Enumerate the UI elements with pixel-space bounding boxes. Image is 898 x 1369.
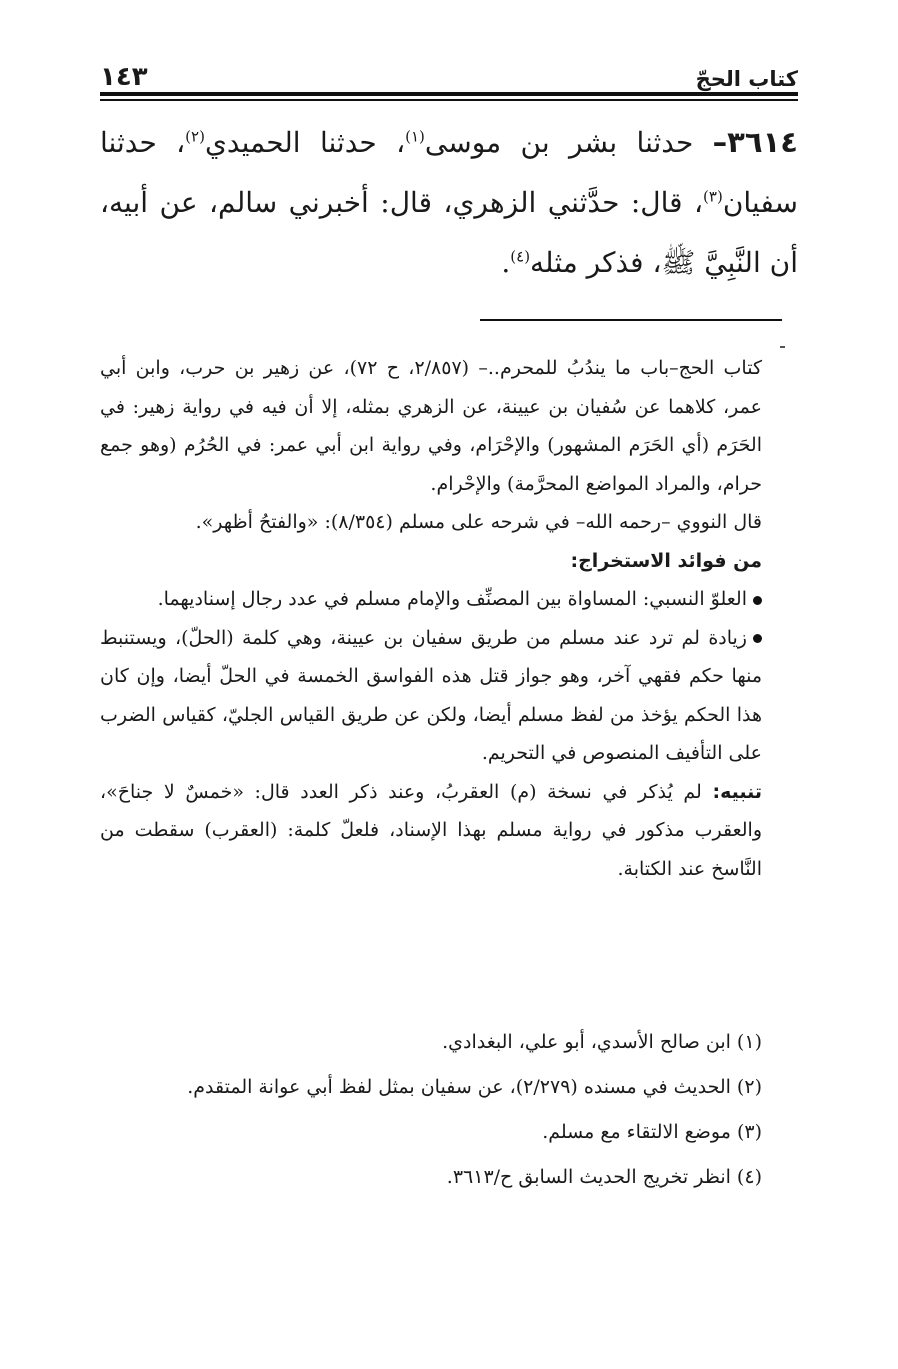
hadith-dash: – <box>712 125 728 159</box>
page-number: ١٤٣ <box>100 62 148 92</box>
hadith-text-end: . <box>501 246 511 279</box>
page-header <box>100 52 798 90</box>
header-rule-thin <box>100 99 798 101</box>
benefit-item-2 <box>100 619 798 773</box>
running-title: كتاب الحجّ <box>695 67 798 91</box>
bullet-icon <box>753 596 762 605</box>
hadith-text-1: حدثنا بشر بن موسى <box>424 126 713 159</box>
footnote-1: (١) ابن صالح الأسدي، أبو علي، البغدادي. <box>442 1031 762 1053</box>
footnotes <box>100 1020 798 1200</box>
footnote-4: (٤) انظر تخريج الحديث السابق ح/٣٦١٣. <box>446 1166 762 1188</box>
note-paragraph <box>100 773 798 889</box>
benefit-item-2-text: زيادة لم ترد عند مسلم من طريق سفيان بن عيينة، وهي كلمة (الحلّ)، ويستنبط منها حكم فقهي آخر، وهو جواز قتل هذه الفواسق الخمسة في الحلّ أيضا، وإن كان هذا الحكم يؤخذ من لفظ مسلم أيضا، ولكن عن طريق القياس الجليّ، كقياس الضرب على التأفيف المنصوص في التحريم. <box>100 626 762 764</box>
hadith-text-4: ، قال: حدَّثني الزهري، قال: أخبرني سالم، عن أبيه، أن النَّبِيَّ ﷺ، فذكر مثله <box>100 186 798 279</box>
hadith-text <box>100 112 798 293</box>
footnote-3: (٣) موضع الالتقاء مع مسلم. <box>542 1121 762 1143</box>
commentary-paragraph-1: كتاب الحج–باب ما يندُبُ للمحرم..– (٢/٨٥٧، ح ٧٢)، عن زهير بن حرب، وابن أبي عمر، كلاهما عن سُفيان بن عيينة، عن الزهري بمثله، إلا أن فيه في رواية زهير: في الحَرَم (أي الحَرَم المشهور) والإحْرَام، وفي رواية ابن أبي عمر: في الحُرُم (وهو جمع حرام، والمراد المواضع المحرَّمة) والإحْرام. <box>100 357 762 495</box>
hadith-text-3: ، حدثنا سفيان <box>100 126 798 219</box>
footnote-2: (٢) الحديث في مسنده (٢/٢٧٩)، عن سفيان بمثل لفظ أبي عوانة المتقدم. <box>187 1076 762 1098</box>
commentary <box>100 349 798 888</box>
benefit-item-1 <box>100 580 798 619</box>
footnote-ref-3: (٣) <box>703 187 723 206</box>
margin-mark <box>780 346 785 348</box>
hadith-paragraph <box>100 112 798 293</box>
footnote-ref-1: (١) <box>405 127 425 146</box>
footnote-separator <box>480 319 782 321</box>
footnote-ref-2: (٢) <box>185 127 205 146</box>
benefits-heading: من فوائد الاستخراج: <box>570 549 762 572</box>
benefit-item-1-text: العلوّ النسبي: المساواة بين المصنِّف والإمام مسلم في عدد رجال إسناديهما. <box>157 588 747 610</box>
note-text: لم يُذكر في نسخة (م) العقربُ، وعند ذكر العدد قال: «خمسٌ لا جناحَ»، والعقرب مذكور في رواية مسلم بهذا الإسناد، فلعلّ كلمة: (العقرب) سقطت من النَّاسخ عند الكتابة. <box>100 780 762 880</box>
header-rule-thick <box>100 92 798 96</box>
bullet-icon <box>753 634 762 643</box>
hadith-text-2: ، حدثنا الحميدي <box>204 126 406 159</box>
note-label: تنبيه: <box>712 780 762 803</box>
commentary-paragraph-2: قال النووي –رحمه الله– في شرحه على مسلم (٨/٣٥٤): «والفتحُ أظهر». <box>195 511 762 533</box>
hadith-number: ٣٦١٤ <box>727 125 798 159</box>
footnote-ref-4: (٤) <box>510 247 531 266</box>
